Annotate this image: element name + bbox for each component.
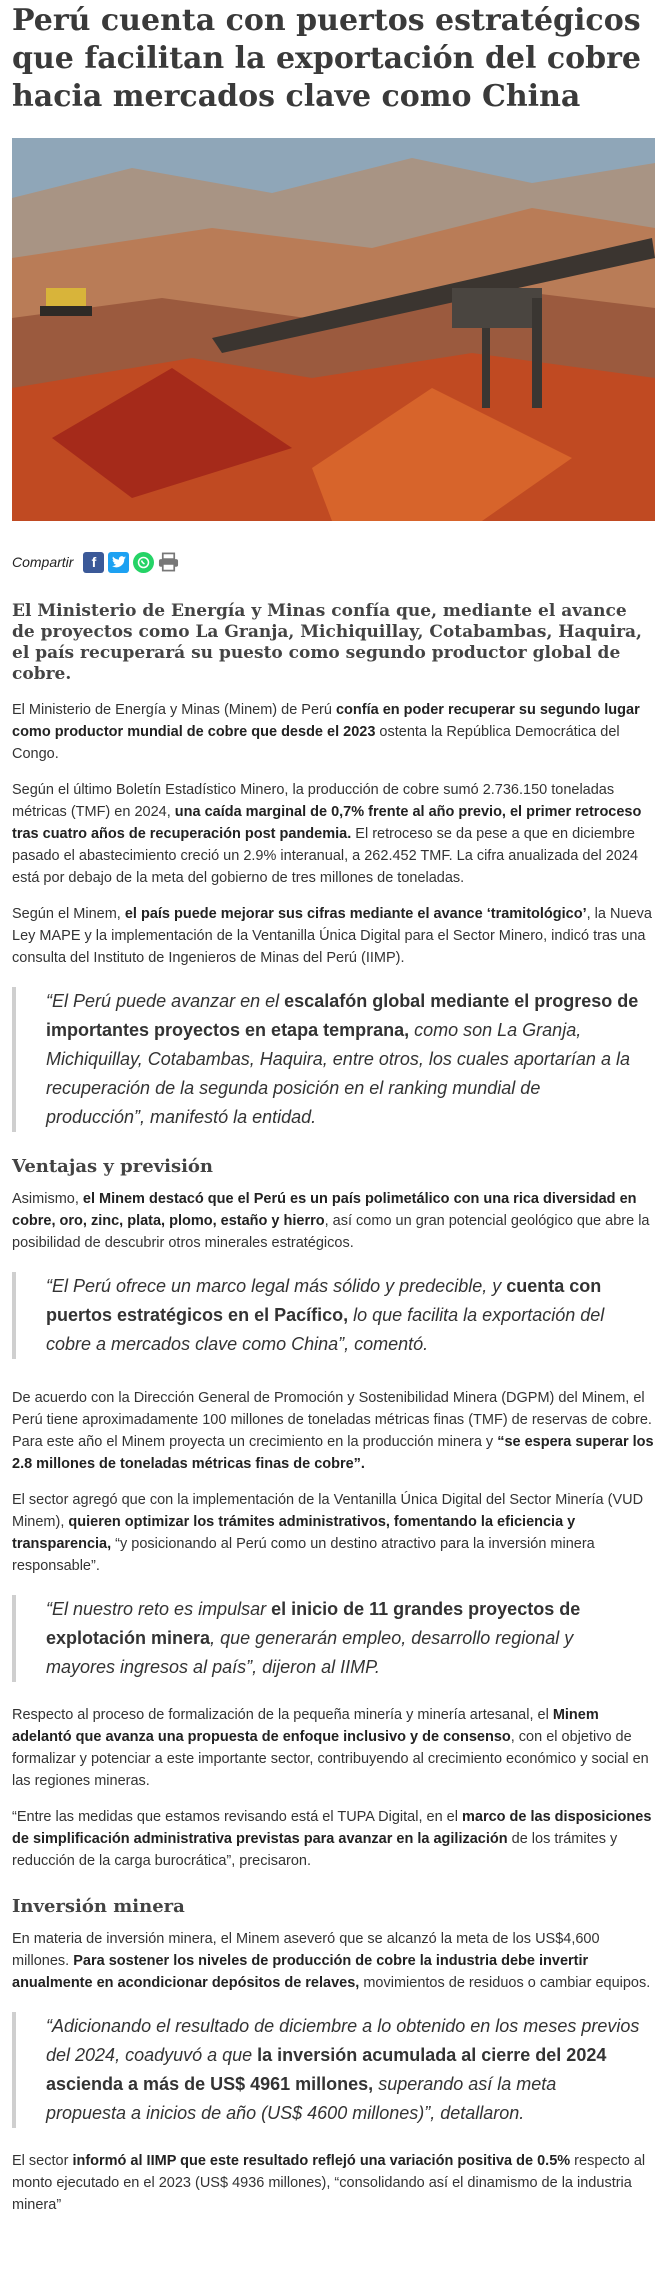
paragraph: Según el último Boletín Estadístico Minero, la producción de cobre sumó 2.736.150 toneladas métricas (TMF) en 2024, una caída marginal de 0,7% frente al año previo, el primer retroceso tras cuatro años de recuperación post pandemia. El retroceso se da pese a que en diciembre pasado el abastecimiento creció un 2.9% interanual, a 262.452 TMF. La cifra anualizada del 2024 está por debajo de la meta del gobierno de tres millones de toneladas.	[12, 782, 642, 886]
section-heading-ventajas: Ventajas y previsión	[12, 1156, 214, 1177]
blockquote: “El Perú ofrece un marco legal más sólido y predecible, y cuenta con puertos estratégicos en el Pacífico, lo que facilita la exportación del cobre a mercados clave como China”, comentó.	[12, 1272, 655, 1359]
blockquote: “El Perú puede avanzar en el escalafón global mediante el progreso de importantes proyectos en etapa temprana, como son La Granja, Michiquillay, Cotabambas, Haquira, entre otros, los cuales aportarían a la recuperación de la segunda posición en el ranking mundial de producción”, manifestó la entidad.	[12, 987, 655, 1132]
facebook-icon[interactable]: f	[83, 552, 104, 573]
article-lead: El Ministerio de Energía y Minas confía que, mediante el avance de proyectos como La Granja, Michiquillay, Cotabambas, Haquira, el país recuperará su puesto como segundo productor global de cobre.	[12, 601, 642, 684]
whatsapp-icon[interactable]	[133, 552, 154, 573]
print-icon[interactable]	[158, 552, 179, 573]
share-label: Compartir	[12, 554, 74, 570]
section-heading-inversion: Inversión minera	[12, 1896, 185, 1917]
paragraph: Según el Minem, el país puede mejorar sus cifras mediante el avance ‘tramitológico’, la Nueva Ley MAPE y la implementación de la Ventanilla Única Digital para el Sector Minero, indicó tras una consulta del Instituto de Ingenieros de Minas del Perú (IIMP).	[12, 906, 652, 966]
hero-image	[12, 138, 655, 521]
twitter-icon[interactable]	[108, 552, 129, 573]
paragraph: “Entre las medidas que estamos revisando está el TUPA Digital, en el marco de las disposiciones de simplificación administrativa previstas para avanzar en la agilización de los trámites y reducción de la carga burocrática”, precisaron.	[12, 1809, 652, 1869]
paragraph: Asimismo, el Minem destacó que el Perú es un país polimetálico con una rica diversidad en cobre, oro, zinc, plata, plomo, estaño y hierro, así como un gran potencial geológico que abre la posibilidad de descubrir otros minerales estratégicos.	[12, 1191, 650, 1251]
paragraph: Respecto al proceso de formalización de la pequeña minería y minería artesanal, el Minem adelantó que avanza una propuesta de enfoque inclusivo y de consenso, con el objetivo de formalizar y potenciar a este importante sector, contribuyendo al crecimiento económico y social en las regiones mineras.	[12, 1707, 649, 1789]
blockquote: “Adicionando el resultado de diciembre a lo obtenido en los meses previos del 2024, coadyuvó a que la inversión acumulada al cierre del 2024 ascienda a más de US$ 4961 millones, superando así la meta propuesta a inicios de año (US$ 4600 millones)”, detallaron.	[12, 2012, 655, 2128]
paragraph: En materia de inversión minera, el Minem aseveró que se alcanzó la meta de los US$4,600 millones. Para sostener los niveles de producción de cobre la industria debe invertir anualmente en acondicionar depósitos de relaves, movimientos de residuos o cambiar equipos.	[12, 1931, 651, 1991]
paragraph: De acuerdo con la Dirección General de Promoción y Sostenibilidad Minera (DGPM) del Minem, el Perú tiene aproximadamente 100 millones de toneladas métricas finas (TMF) de reservas de cobre. Para este año el Minem proyecta un crecimiento en la producción minera y “se espera superar los 2.8 millones de toneladas métricas finas de cobre”.	[12, 1390, 654, 1472]
article-title: Perú cuenta con puertos estratégicos que facilitan la exportación del cobre hacia mercados clave como China	[12, 3, 641, 114]
mining-landscape-illustration	[12, 138, 655, 521]
blockquote: “El nuestro reto es impulsar el inicio de 11 grandes proyectos de explotación minera, que generarán empleo, desarrollo regional y mayores ingresos al país”, dijeron al IIMP.	[12, 1595, 655, 1682]
paragraph: El sector agregó que con la implementación de la Ventanilla Única Digital del Sector Minería (VUD Minem), quieren optimizar los trámites administrativos, fomentando la eficiencia y transparencia, “y posicionando al Perú como un destino atractivo para la inversión minera responsable”.	[12, 1492, 644, 1574]
paragraph: El sector informó al IIMP que este resultado reflejó una variación positiva de 0.5% respecto al monto ejecutado en el 2023 (US$ 4936 millones), “consolidando así el dinamismo de la industria minera”	[12, 2153, 646, 2213]
share-bar	[12, 549, 655, 575]
paragraph: El Ministerio de Energía y Minas (Minem) de Perú confía en poder recuperar su segundo lugar como productor mundial de cobre que desde el 2023 ostenta la República Democrática del Congo.	[12, 702, 640, 762]
